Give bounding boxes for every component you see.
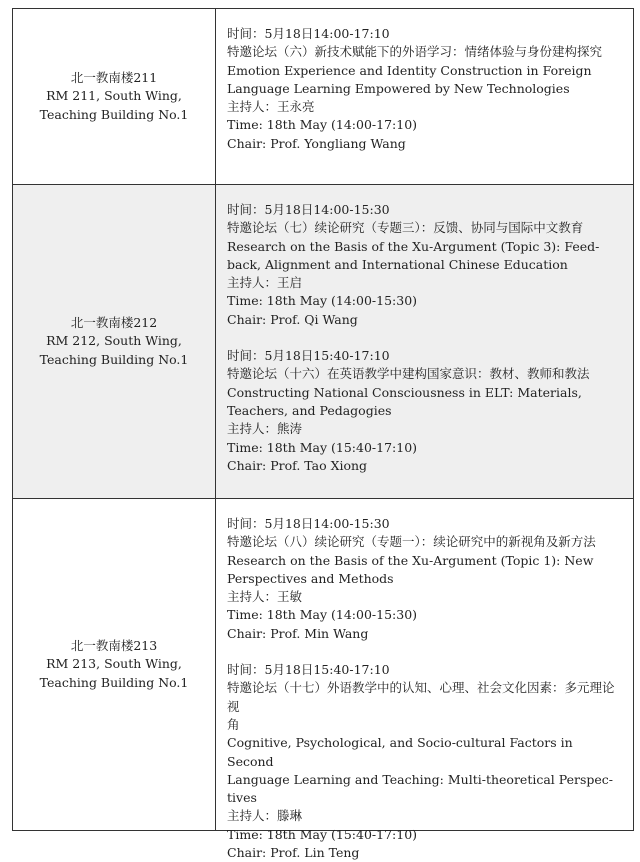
session-time-en: Time: 18th May (14:00-17:10) bbox=[227, 117, 418, 133]
session-block bbox=[227, 347, 621, 475]
building-name-en: Teaching Building No.1 bbox=[39, 106, 189, 122]
session-chair-en: Chair: Prof. Lin Teng bbox=[227, 845, 360, 861]
room-cell bbox=[13, 9, 216, 184]
session-title-en: Emotion Experience and Identity Construction in Foreign bbox=[227, 62, 592, 78]
building-name-en: Teaching Building No.1 bbox=[39, 351, 189, 367]
session-chair-zh: 主持人：王永亮 bbox=[227, 99, 315, 115]
table-row bbox=[13, 499, 633, 861]
session-title-en: Perspectives and Methods bbox=[227, 570, 394, 586]
session-chair-zh: 主持人：熊涛 bbox=[227, 421, 303, 437]
session-time-zh: 时间：5月18日15:40-17:10 bbox=[227, 662, 390, 678]
session-title-en: Cognitive, Psychological, and Socio-cultural Factors in Second bbox=[227, 735, 573, 769]
room-name-en: RM 212, South Wing, bbox=[46, 333, 182, 349]
session-title-en: Language Learning Empowered by New Technologies bbox=[227, 80, 570, 96]
room-name-zh: 北一教南楼211 bbox=[70, 69, 158, 85]
building-name-en: Teaching Building No.1 bbox=[39, 674, 189, 690]
room-cell bbox=[13, 499, 216, 830]
session-time-en: Time: 18th May (15:40-17:10) bbox=[227, 439, 418, 455]
session-title-en: Teachers, and Pedagogies bbox=[227, 402, 392, 418]
session-chair-en: Chair: Prof. Min Wang bbox=[227, 625, 369, 641]
session-chair-en: Chair: Prof. Yongliang Wang bbox=[227, 135, 406, 151]
room-cell bbox=[13, 185, 216, 498]
session-block bbox=[227, 515, 621, 643]
room-name-zh: 北一教南楼212 bbox=[70, 314, 158, 330]
session-block bbox=[227, 25, 621, 153]
session-chair-zh: 主持人：滕琳 bbox=[227, 808, 303, 824]
session-time-zh: 时间：5月18日14:00-15:30 bbox=[227, 202, 390, 217]
session-time-zh: 时间：5月18日15:40-17:10 bbox=[227, 348, 390, 364]
session-title-en: tives bbox=[227, 790, 257, 806]
table-row bbox=[13, 185, 633, 499]
session-title-zh: 特邀论坛（七）续论研究（专题三）：反馈、协同与国际中文教育 bbox=[227, 220, 584, 236]
room-name-en: RM 211, South Wing, bbox=[46, 88, 182, 104]
room-name-zh: 北一教南楼213 bbox=[70, 637, 158, 653]
session-title-en: Research on the Basis of the Xu-Argument (Topic 3): Feed- bbox=[227, 238, 600, 254]
session-title-zh: 特邀论坛（六）新技术赋能下的外语学习：情绪体验与身份建构探究 bbox=[227, 44, 603, 60]
schedule-table bbox=[12, 8, 634, 861]
session-title-zh: 特邀论坛（十六）在英语教学中建构国家意识：教材、教师和教法 bbox=[227, 366, 590, 382]
sessions-cell bbox=[216, 499, 633, 861]
session-title-en: Research on the Basis of the Xu-Argument (Topic 1): New bbox=[227, 552, 594, 568]
session-title-zh: 角 bbox=[227, 716, 240, 732]
session-title-zh: 特邀论坛（八）续论研究（专题一）：续论研究中的新视角及新方法 bbox=[227, 534, 596, 550]
sessions-cell bbox=[216, 185, 633, 498]
session-time-en: Time: 18th May (15:40-17:10) bbox=[227, 826, 418, 842]
session-chair-zh: 主持人：王启 bbox=[227, 275, 303, 291]
session-time-en: Time: 18th May (14:00-15:30) bbox=[227, 607, 418, 623]
session-title-en: Language Learning and Teaching: Multi-theoretical Perspec- bbox=[227, 771, 614, 787]
session-title-zh: 特邀论坛（十七）外语教学中的认知、心理、社会文化因素：多元理论视 bbox=[227, 680, 615, 714]
session-title-en: back, Alignment and International Chinese Education bbox=[227, 256, 568, 272]
session-time-zh: 时间：5月18日14:00-17:10 bbox=[227, 26, 390, 41]
session-chair-en: Chair: Prof. Qi Wang bbox=[227, 311, 358, 327]
room-name-en: RM 213, South Wing, bbox=[46, 656, 182, 672]
session-time-zh: 时间：5月18日14:00-15:30 bbox=[227, 516, 390, 531]
session-title-en: Constructing National Consciousness in ELT: Materials, bbox=[227, 384, 582, 400]
session-chair-zh: 主持人：王敏 bbox=[227, 589, 303, 605]
sessions-cell bbox=[216, 9, 633, 184]
session-time-en: Time: 18th May (14:00-15:30) bbox=[227, 293, 418, 309]
table-row bbox=[13, 9, 633, 185]
session-block bbox=[227, 201, 621, 329]
session-block bbox=[227, 661, 621, 862]
session-chair-en: Chair: Prof. Tao Xiong bbox=[227, 457, 368, 473]
